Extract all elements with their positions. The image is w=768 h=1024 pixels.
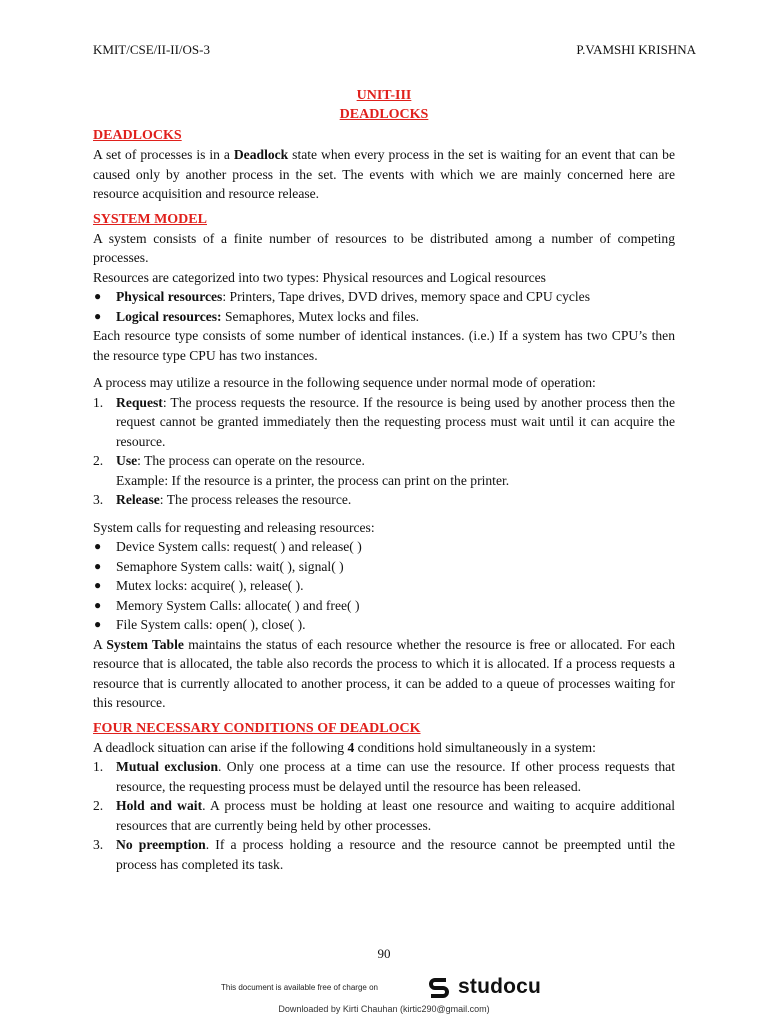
list-item: ● Device System calls: request( ) and release( ) [94, 539, 362, 554]
section-heading-deadlocks: DEADLOCKS [93, 128, 182, 143]
list-item: 1. Mutual exclusion. Only one process at a time can use the resource. If other process requests that resource, the requesting process must be delayed until the resource has been released. [93, 759, 675, 794]
sequence-intro: A process may utilize a resource in the following sequence under normal mode of operation: [93, 375, 596, 390]
list-item: ● Mutex locks: acquire( ), release( ). [94, 578, 304, 593]
unit-title: UNIT-III [356, 88, 412, 103]
list-item: ● Physical resources: Printers, Tape drives, DVD drives, memory space and CPU cycles [94, 289, 590, 304]
system-model-paragraph: A system consists of a finite number of resources to be distributed among a number of competing processes. [93, 230, 675, 265]
conditions-intro: A deadlock situation can arise if the following 4 conditions hold simultaneously in a system: [93, 739, 596, 755]
system-table-paragraph: A System Table maintains the status of each resource whether the resource is free or allocated. For each resource that is allocated, the table also records the process to which it is allocated. If a process requests a resource that is currently allocated to another process, it can be added to a queue of processes waiting for this resource. [93, 636, 676, 710]
deadlocks-definition: A set of processes is in a Deadlock state when every process in the set is waiting for an event that can be caused only by another process in the set. The events with which we are mainly concerned here are resource acquisition and resource release. [93, 147, 676, 201]
document-body [93, 86, 675, 874]
list-item: ● Logical resources: Semaphores, Mutex locks and files. [94, 308, 420, 324]
list-item: 1. Request: The process requests the resource. If the resource is being used by another process then the request cannot be granted immediately then the requesting process must wait until it can acquire the resource. [93, 394, 675, 449]
studocu-footer [0, 970, 768, 1024]
list-item: ● File System calls: open( ), close( ). [94, 617, 306, 632]
studocu-logo[interactable] [425, 972, 555, 1004]
availability-notice: This document is available free of charge on [221, 983, 378, 992]
list-item: ● Memory System Calls: allocate( ) and free( ) [94, 597, 360, 613]
studocu-brand-name: studocu [458, 975, 542, 998]
sequence-list [93, 393, 675, 510]
download-notice: Downloaded by Kirti Chauhan (kirtic290@gmail.com) [278, 1004, 490, 1014]
system-calls-list [93, 537, 675, 635]
list-item: 3. Release: The process releases the resource. [93, 492, 352, 507]
list-item: ● Semaphore System calls: wait( ), signal( ) [94, 558, 344, 574]
system-calls-intro: System calls for requesting and releasing resources: [93, 519, 375, 535]
page-header [93, 42, 696, 60]
studocu-logo-icon [425, 974, 453, 1002]
list-item: 2. Hold and wait. A process must be holding at least one resource and waiting to acquire additional resources that are currently being held by other processes. [93, 798, 676, 833]
instances-paragraph: Each resource type consists of some number of identical instances. (i.e.) If a system has two CPU’s then the resource type CPU has two instances. [93, 328, 675, 363]
resource-types-paragraph: Resources are categorized into two types: Physical resources and Logical resources [93, 269, 546, 285]
header-course-code: KMIT/CSE/II-II/OS-3 [93, 42, 210, 57]
section-heading-conditions: FOUR NECESSARY CONDITIONS OF DEADLOCK [93, 720, 421, 736]
page-number: 90 [377, 946, 391, 961]
conditions-list [93, 757, 675, 874]
unit-topic: DEADLOCKS [339, 107, 429, 122]
section-heading-system-model: SYSTEM MODEL [93, 211, 207, 227]
use-example: Example: If the resource is a printer, the process can print on the printer. [116, 472, 510, 488]
list-item: 2. Use: The process can operate on the resource. [93, 453, 365, 468]
header-author: P.VAMSHI KRISHNA [576, 42, 696, 57]
resource-types-list [93, 287, 675, 326]
list-item: 3. No preemption. If a process holding a resource and the resource cannot be preempted until the process has completed its task. [93, 837, 675, 872]
